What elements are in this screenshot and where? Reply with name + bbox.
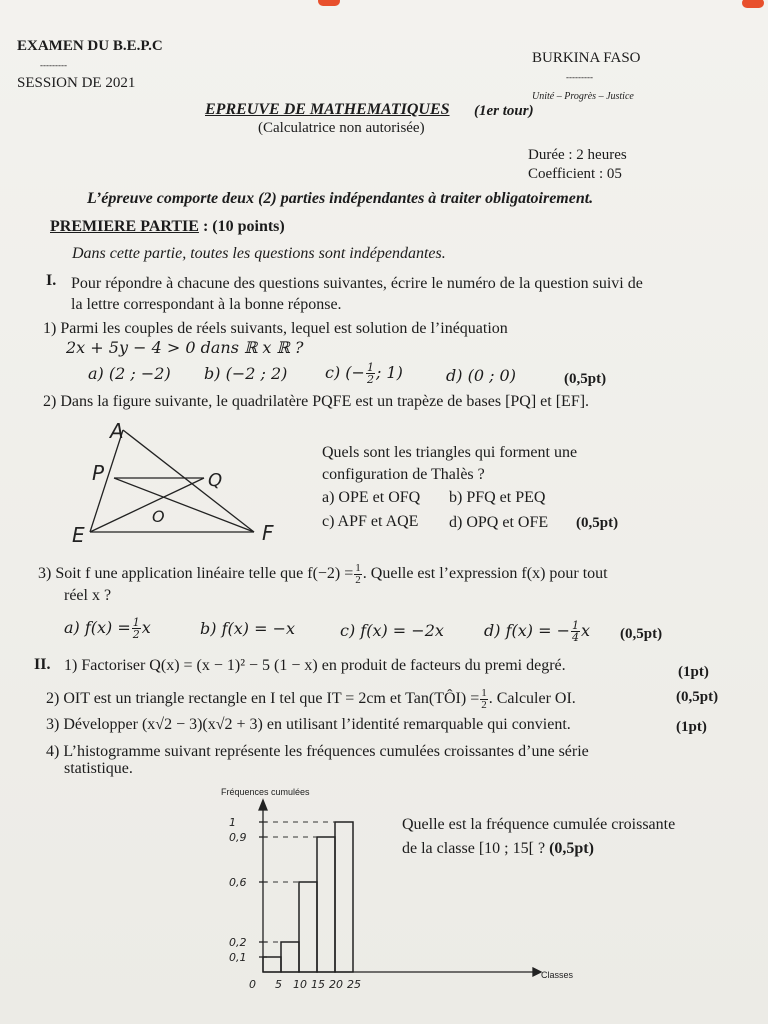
x-tick-label: 0 (249, 978, 256, 991)
x-tick-label: 20 (329, 978, 343, 991)
q4-question-1: Quelle est la fréquence cumulée croissante (402, 816, 676, 833)
ii-q1-points: (1pt) (678, 664, 709, 680)
ii-q2: 2) OIT est un triangle rectangle en I tel que IT = 2cm et Tan(TÔI) = $\frac{1}{2}$ . Calculer OI. (46, 687, 576, 711)
y-tick-label: 0,2 (229, 936, 247, 949)
q3-text: 3) Soit f une application linéaire telle que f(−2) = $\frac{1}{2}$ . Quelle est l’expression f(x) pour tout (38, 562, 608, 586)
q1-points: (0,5pt) (564, 371, 607, 387)
coefficient: Coefficient : 05 (528, 166, 622, 182)
q2-question-1: Quels sont les triangles qui forment une (322, 444, 578, 461)
red-mark (318, 0, 340, 6)
histogram-bar (263, 957, 281, 972)
q1-option-c: c) (− $\frac{1}{2}$ ; 1) (325, 361, 403, 386)
y-tick-label: 1 (229, 816, 236, 829)
section-II-number: II. (34, 656, 51, 673)
dash-line: --------- (566, 72, 593, 82)
histogram-bar (317, 837, 335, 972)
part1-heading (50, 218, 285, 236)
x-tick-label: 25 (347, 978, 361, 991)
q1-option-b: b) (−2 ; 2) (204, 364, 288, 383)
q2-text: 2) Dans la figure suivante, le quadrilatère PQFE est un trapèze de bases [PQ] et [EF]. (43, 393, 590, 410)
q3-text-2: réel x ? (64, 587, 112, 604)
motto: Unité – Progrès – Justice (532, 91, 634, 102)
q4-question-2-text: de la classe [10 ; 15[ ? (402, 840, 546, 857)
section-I-number: I. (46, 272, 57, 289)
q3-option-d: d) f(x) = − $\frac{1}{4}$ x (484, 619, 591, 644)
q2-question-2: configuration de Thalès ? (322, 466, 485, 483)
exam-name: EXAMEN DU B.E.P.C (17, 38, 163, 54)
q1-text: 1) Parmi les couples de réels suivants, lequel est solution de l’inéquation (43, 320, 508, 337)
ii-q4-text-1: 4) L’histogramme suivant représente les fréquences cumulées croissantes d’une série (46, 743, 589, 760)
histogram-bar (299, 882, 317, 972)
q2-points: (0,5pt) (576, 515, 619, 531)
q1-option-d: d) (0 ; 0) (446, 366, 516, 385)
label-E: E (72, 523, 85, 544)
duration: Durée : 2 heures (528, 147, 627, 163)
label-F: F (262, 521, 274, 544)
y-axis-arrow (259, 800, 267, 810)
q1-option-a: a) (2 ; −2) (88, 364, 171, 383)
part1-points: : (10 points) (198, 218, 285, 235)
histogram-chart (215, 780, 595, 1000)
ii-q3: 3) Développer (x√2 − 3)(x√2 + 3) en utilisant l’identité remarquable qui convient. (46, 716, 571, 733)
x-tick-label: 5 (275, 978, 282, 991)
q3-option-b: b) f(x) = −x (200, 619, 296, 638)
x-axis-arrow (533, 968, 541, 976)
red-mark (742, 0, 764, 8)
ii-q1: 1) Factoriser Q(x) = (x − 1)² − 5 (1 − x) en produit de facteurs du premi degré. (64, 657, 566, 674)
q4-question-2 (402, 840, 594, 858)
exam-tour: (1er tour) (474, 103, 534, 119)
q3-option-c: c) f(x) = −2x (340, 621, 444, 640)
dash-line: --------- (40, 60, 67, 70)
label-Q: Q (208, 470, 223, 491)
exam-title: EPREUVE DE MATHEMATIQUES (205, 101, 450, 118)
session: SESSION DE 2021 (17, 75, 136, 91)
q2-option-d: d) OPQ et OFE (449, 514, 549, 531)
ii-q3-points: (1pt) (676, 719, 707, 735)
part1-intro: Dans cette partie, toutes les questions sont indépendantes. (72, 245, 446, 262)
chart-title: Fréquences cumulées (221, 787, 310, 797)
ii-q2-points: (0,5pt) (676, 689, 719, 705)
y-tick-label: 0,1 (229, 951, 247, 964)
y-tick-label: 0,9 (229, 831, 247, 844)
q4-points: (0,5pt) (549, 840, 594, 857)
section-I-text-2: la lettre correspondant à la bonne réponse. (71, 296, 342, 313)
section-I-text-1: Pour répondre à chacune des questions suivantes, écrire le numéro de la question suivi de (71, 275, 643, 292)
country: BURKINA FASO (532, 50, 641, 66)
q3-points: (0,5pt) (620, 626, 663, 642)
histogram-bar (281, 942, 299, 972)
q2-option-c: c) APF et AQE (322, 513, 419, 530)
ii-q4-text-2: statistique. (64, 760, 133, 777)
label-P: P (92, 461, 105, 485)
x-tick-label: 10 (293, 978, 307, 991)
q2-option-a: a) OPE et OFQ (322, 489, 421, 506)
y-tick-label: 0,6 (229, 876, 247, 889)
trapezoid-figure (70, 416, 290, 544)
q2-option-b: b) PFQ et PEQ (449, 489, 546, 506)
label-A: A (110, 419, 124, 443)
calculator-note: (Calculatrice non autorisée) (258, 120, 425, 136)
x-axis-label: Classes (541, 970, 574, 980)
histogram-bar (335, 822, 353, 972)
x-tick-label: 15 (311, 978, 325, 991)
label-O: O (152, 507, 165, 526)
q1-inequation: 2x + 5y − 4 > 0 dans ℝ x ℝ ? (66, 338, 304, 357)
part1-title: PREMIERE PARTIE (50, 218, 199, 235)
exam-intro: L’épreuve comporte deux (2) parties indépendantes à traiter obligatoirement. (87, 190, 594, 207)
q3-option-a: a) f(x) = $\frac{1}{2}$ x (64, 616, 151, 641)
